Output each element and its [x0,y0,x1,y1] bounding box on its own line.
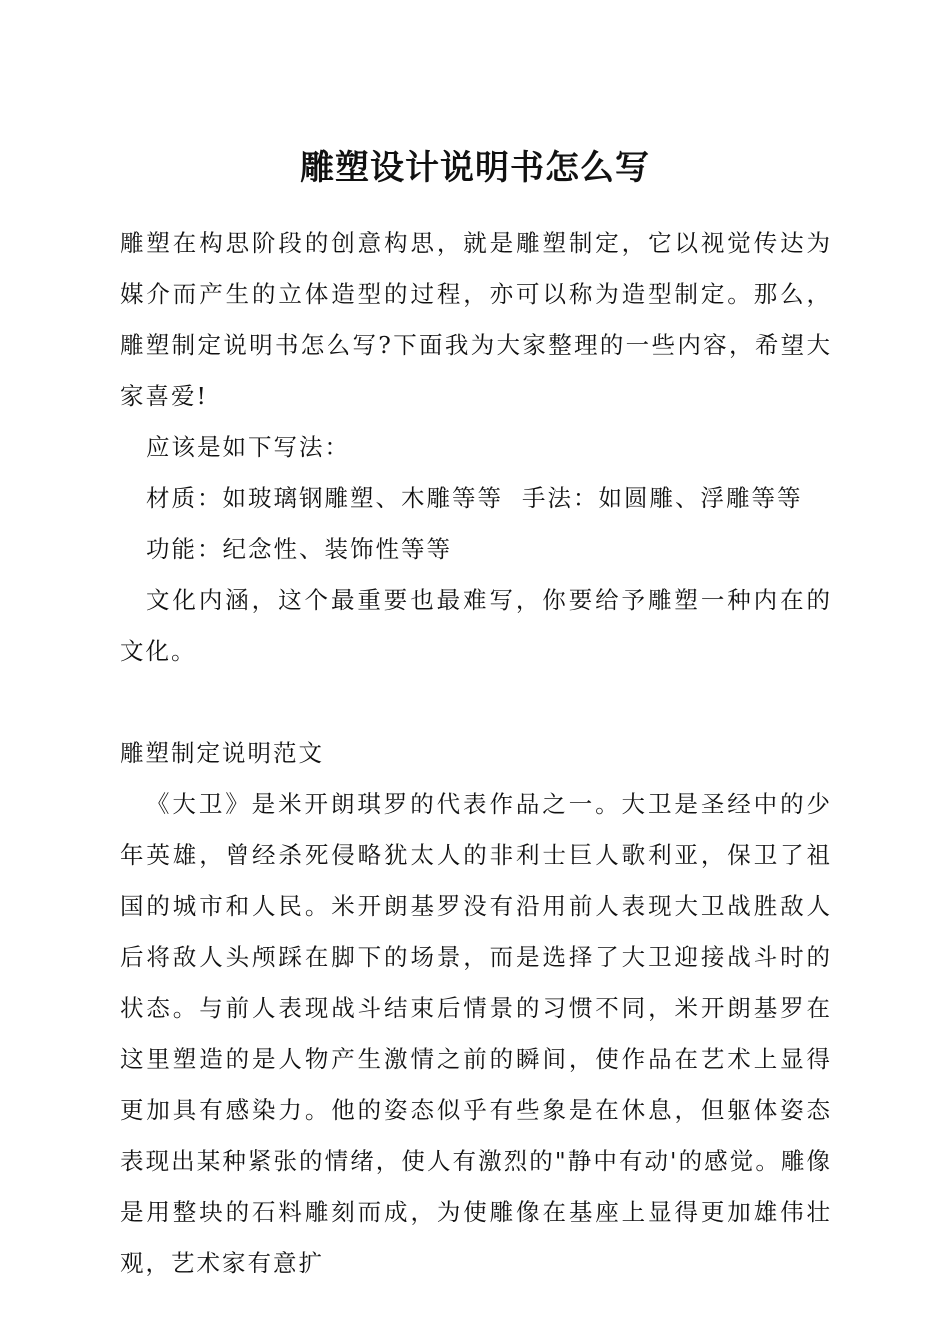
intro-paragraph: 雕塑在构思阶段的创意构思，就是雕塑制定，它以视觉传达为媒介而产生的立体造型的过程，亦可以称为造型制定。那么，雕塑制定说明书怎么写?下面我为大家整理的一些内容，希望大家喜爱! [120,229,832,410]
sample-heading: 雕塑制定说明范文 [120,739,324,767]
paragraph-spacer [120,677,832,728]
writing-method-paragraph: 应该是如下写法： [146,433,350,461]
document-title: 雕塑设计说明书怎么写 [300,148,650,188]
david-paragraph: 《大卫》是米开朗琪罗的代表作品之一。大卫是圣经中的少年英雄，曾经杀死侵略犹太人的非利士巨人歌利亚，保卫了祖国的城市和人民。米开朗基罗没有沿用前人表现大卫战胜敌人后将敌人头颅踩在脚下的场景，而是选择了大卫迎接战斗时的状态。与前人表现战斗结束后情景的习惯不同，米开朗基罗在这里塑造的是人物产生激情之前的瞬间，使作品在艺术上显得更加具有感染力。他的姿态似乎有些象是在休息，但躯体姿态表现出某种紧张的情绪，使人有激烈的"静中有动'的感觉。雕像是用整块的石料雕刻而成，为使雕像在基座上显得更加雄伟壮观，艺术家有意扩 [120,790,832,1277]
document-body [120,218,832,1289]
material-technique-paragraph: 材质：如玻璃钢雕塑、木雕等等 手法：如圆雕、浮雕等等 [146,484,803,512]
function-paragraph: 功能：纪念性、装饰性等等 [146,535,452,563]
cultural-meaning-paragraph: 文化内涵，这个最重要也最难写，你要给予雕塑一种内在的文化。 [120,586,832,665]
